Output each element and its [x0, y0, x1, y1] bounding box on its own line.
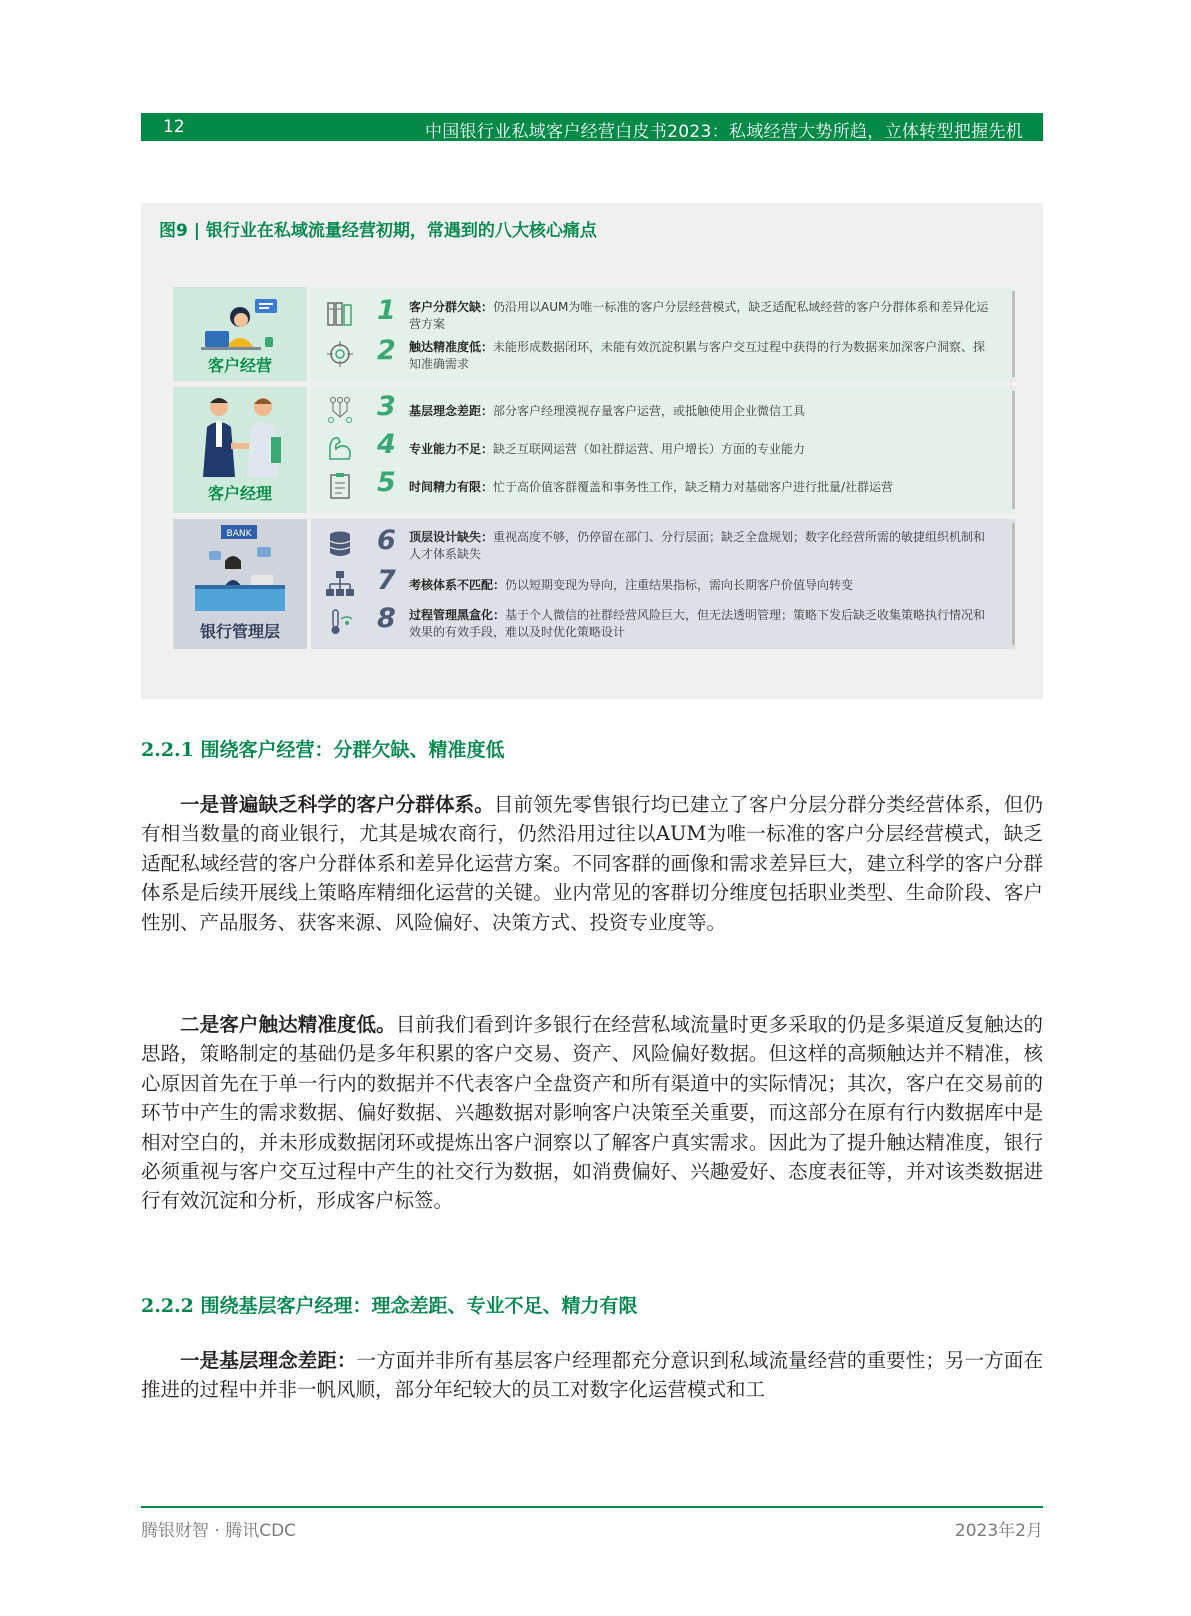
pain-point-text: 忙于高价值客群覆盖和事务性工作，缺乏精力对基础客户进行批量/社群运营: [493, 480, 894, 494]
pain-point-title: 客户分群欠缺：: [409, 300, 494, 314]
page-number: 12: [163, 117, 185, 137]
group-label: 客户经理: [207, 484, 272, 503]
paragraph-lead: 一是基层理念差距：: [180, 1349, 357, 1372]
paragraph-body: 目前领先零售银行均已建立了客户分层分群分类经营体系，但仍有相当数量的商业银行，尤其是城农商行，仍然沿用过往以AUM为唯一标准的客户分层经营模式，缺乏适配私域经营的客户分群体系和差异化运营方案。不同客群的画像和需求差异巨大，建立科学的客户分群体系是后续开展线上策略库精细化运营的关键。业内常见的客群切分维度包括职业类型、生命阶段、客户性别、产品服务、获客来源、风险偏好、决策方式、投资专业度等。: [141, 793, 1043, 934]
figure-panel: [141, 203, 1043, 699]
clipboard-icon: [325, 471, 355, 501]
group-bank-management: [173, 519, 1015, 649]
pain-point-text: 基于个人微信的社群经营风险巨大，但无法透明管理；策略下发后缺乏收集策略执行情况和效果的有效手段，难以及时优化策略设计: [409, 608, 986, 639]
pain-point-number: 7: [377, 565, 396, 596]
pain-point-text: 仍沿用以AUM为唯一标准的客户分层经营模式，缺乏适配私域经营的客户分群体系和差异化运营方案: [409, 300, 989, 331]
bank-sign: BANK: [226, 529, 252, 539]
figure-caption: 图9 | 银行业在私域流量经营初期，常遇到的八大核心痛点: [159, 221, 597, 241]
muscle-icon: [325, 433, 355, 463]
pain-point-title: 顶层设计缺失：: [409, 530, 494, 544]
group-customer-operation: [173, 287, 1015, 381]
pain-point-number: 4: [377, 429, 396, 460]
pain-point-item: [311, 565, 1007, 603]
pain-point-text: 缺乏互联网运营（如社群运营、用户增长）方面的专业能力: [493, 442, 806, 456]
footer-publisher: 腾银财智 · 腾讯CDC: [141, 1521, 297, 1541]
pain-point-number: 3: [377, 391, 396, 422]
paragraph-body: 目前我们看到许多银行在经营私域流量时更多采取的仍是多渠道反复触达的思路，策略制定的基础仍是多年积累的客户交易、资产、风险偏好数据。但这样的高频触达并不精准，核心原因首先在于单一行内的数据并不代表客户全盘资产和所有渠道中的实际情况；其次，客户在交易前的环节中产生的需求数据、偏好数据、兴趣数据对影响客户决策至关重要，而这部分在原有行内数据库中是相对空白的，并未形成数据闭环或提炼出客户洞察以了解客户真实需求。因此为了提升触达精准度，银行必须重视与客户交互过程中产生的社交行为数据，如消费偏好、兴趣爱好、态度表征等，并对该类数据进行有效沉淀和分析，形成客户标签。: [141, 1013, 1043, 1213]
pain-point-text: 部分客户经理漠视存量客户运营，或抵触使用企业微信工具: [493, 404, 806, 418]
paragraph-body: 一方面并非所有基层客户经理都充分意识到私域流量经营的重要性；另一方面在推进的过程中并非一帆风顺，部分年纪较大的员工对数字化运营模式和工: [141, 1349, 1043, 1402]
pain-point-title: 时间精力有限：: [409, 480, 494, 494]
pain-point-title: 考核体系不匹配：: [409, 578, 506, 592]
document-title: 中国银行业私域客户经营白皮书2023：私域经营大势所趋，立体转型把握先机: [424, 122, 1023, 142]
footer-date: 2023年2月: [954, 1521, 1043, 1541]
database-icon: [325, 529, 355, 559]
customer-illustration-icon: [173, 287, 307, 357]
paragraph-lead: 二是客户触达精准度低。: [180, 1013, 396, 1036]
paragraph-lead: 一是普遍缺乏科学的客户分群体系。: [180, 793, 494, 816]
pain-point-item: [311, 429, 1007, 467]
pain-point-item: [311, 467, 1007, 505]
section-heading: 2.2.1 围绕客户经营：分群欠缺、精准度低: [141, 739, 505, 761]
paragraph: [141, 1346, 1043, 1405]
header-bar: [141, 113, 1043, 141]
target-icon: [325, 339, 355, 369]
pain-point-item: [311, 525, 1007, 565]
thermometer-icon: [325, 607, 355, 637]
footer-divider: [141, 1506, 1043, 1508]
pain-point-text: 未能形成数据闭环，未能有效沉淀积累与客户交互过程中获得的行为数据来加深客户洞察、探知准确需求: [409, 340, 986, 371]
pain-point-number: 5: [377, 467, 396, 498]
pain-point-title: 专业能力不足：: [409, 442, 494, 456]
group-account-manager: [173, 387, 1015, 513]
pain-point-title: 基层理念差距：: [409, 404, 494, 418]
pain-point-number: 6: [377, 525, 396, 556]
section-heading: 2.2.2 围绕基层客户经理：理念差距、专业不足、精力有限: [141, 1295, 638, 1317]
pain-point-text: 仍以短期变现为导向，注重结果指标，需向长期客户价值导向转变: [505, 578, 854, 592]
bank-counter-illustration-icon: [173, 519, 307, 615]
pain-point-item: [311, 603, 1007, 643]
pain-point-item: [311, 295, 1007, 335]
pain-point-title: 过程管理黑盒化：: [409, 608, 506, 622]
paragraph: [141, 1010, 1043, 1216]
pain-point-item: [311, 335, 1007, 375]
pain-point-item: [311, 391, 1007, 429]
group-label: 银行管理层: [199, 622, 280, 641]
pain-point-number: 1: [377, 295, 396, 326]
handshake-illustration-icon: [173, 387, 307, 483]
binders-icon: [325, 299, 355, 329]
group-label: 客户经营: [207, 356, 272, 375]
pain-point-number: 8: [377, 603, 396, 634]
paragraph: [141, 790, 1043, 937]
pain-point-text: 重视高度不够，仍停留在部门、分行层面；缺乏全盘规划；数字化经营所需的敏捷组织机制和人才体系缺失: [409, 530, 986, 561]
circuit-icon: [325, 395, 355, 425]
pain-point-title: 触达精准度低：: [409, 340, 494, 354]
org-chart-icon: [325, 569, 355, 599]
pain-point-number: 2: [377, 335, 396, 366]
